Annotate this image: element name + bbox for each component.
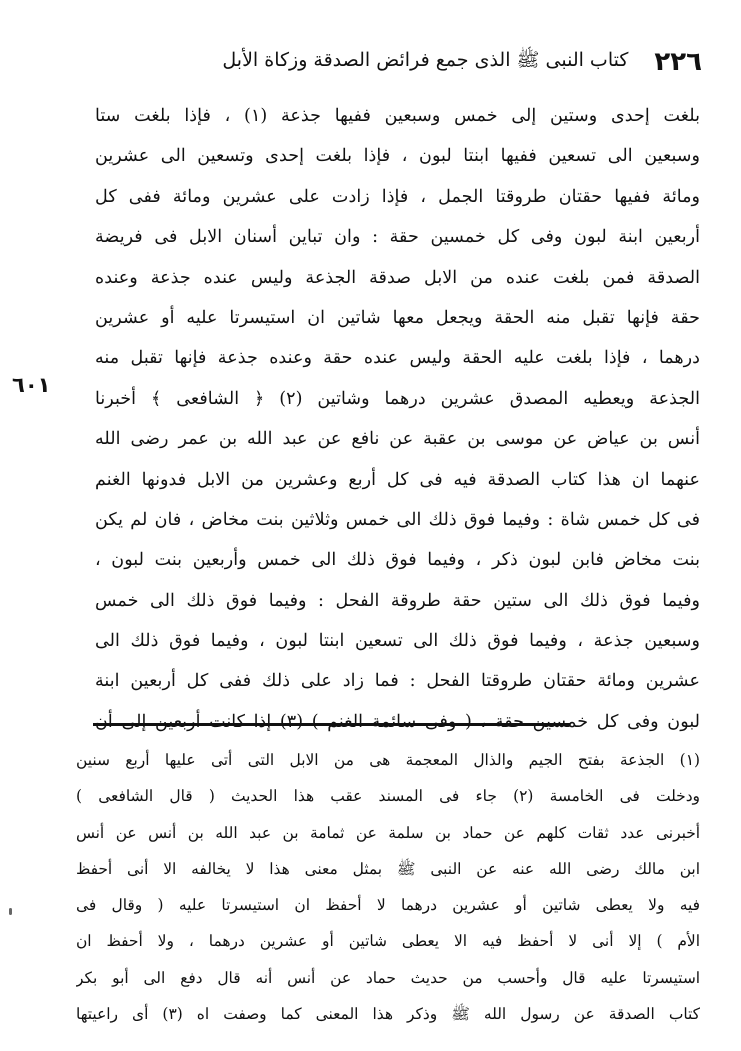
main-text-line: عشرين ومائة حقتان طروقتا الفحل : فما زاد على ذلك ففى كل أربعين ابنة — [95, 671, 700, 692]
footnote-line: فيه ولا يعطى شاتين أو عشرين درهما لا أحفظ ان استيسرتا عليه ( وقال فى — [76, 896, 700, 915]
footnote-line: ودخلت فى الخامسة (٢) جاء فى المسند عقب هذا الحديث ( قال الشافعى ) — [76, 787, 700, 806]
footnote-line: الأم ) إلا أنى لا أحفظ فيه الا يعطى شاتين أو عشرين درهما ، ولا أحفظ ان — [76, 932, 700, 951]
footnotes-section — [76, 742, 700, 1032]
footnote-divider — [93, 723, 570, 726]
page-number: ٢٢٦ — [654, 47, 702, 77]
main-text-line: ومائة ففيها حقتان طروقتا الجمل ، فإذا زادت على عشرين ومائة ففى كل — [95, 186, 700, 207]
main-text-line: أنس بن عياض عن موسى بن عقبة عن نافع عن عبد الله بن عمر رضى الله — [95, 429, 700, 450]
main-text-line: وفيما فوق ذلك الى ستين حقة طروقة الفحل : وفيما فوق ذلك الى خمس — [95, 590, 700, 611]
scan-speck — [9, 908, 12, 915]
main-text-line: درهما ، فإذا بلغت عليه الحقة وليس عنده حقة وعنده جذعة فإنها تقبل منه — [95, 348, 700, 369]
main-text-line: بنت مخاض فابن لبون ذكر ، وفيما فوق ذلك الى خمس وأربعين بنت لبون ، — [95, 550, 700, 571]
main-text-line: بلغت إحدى وستين إلى خمس وسبعين ففيها جذعة (١) ، فإذا بلغت ستا — [95, 106, 700, 126]
main-text-line: أربعين ابنة لبون وفى كل خمسين حقة : وان تباين أسنان الابل فى فريضة — [95, 227, 700, 248]
main-text-line: وسبعين جذعة ، وفيما فوق ذلك الى تسعين ابنتا لبون ، وفيما فوق ذلك الى — [95, 631, 700, 652]
footnote-line: (١) الجذعة بفتح الجيم والذال المعجمة هى من الابل التى أتى عليها أربع سنين — [76, 751, 700, 769]
footnote-line: أخبرنى عدد ثقات كلهم عن حماد بن سلمة عن ثمامة بن عبد الله بن أنس عن أنس — [76, 823, 700, 842]
main-text-line: فى كل خمس شاة : وفيما فوق ذلك الى خمس وثلاثين بنت مخاض ، فان لم يكن — [95, 509, 700, 530]
footnote-line: استيسرتا عليه قال وأحسب من حديث حماد عن أنس أنه قال دفع الى أبو بكر — [76, 968, 700, 987]
footnote-line: ابن مالك رضى الله عنه عن النبى ﷺ بمثل معنى هذا لا يخالفه الا أنى أحفظ — [76, 859, 700, 878]
page-header — [92, 42, 702, 82]
footnote-line: كتاب الصدقة عن رسول الله ﷺ وذكر هذا المعنى كما وصفت اه (٣) أى راعيتها — [76, 1005, 700, 1024]
main-text-line: وسبعين الى تسعين ففيها ابنتا لبون ، فإذا بلغت إحدى وتسعين الى عشرين — [95, 146, 700, 167]
main-text-body — [95, 96, 700, 742]
main-text-line: لبون وفى كل خمسين حقة ، ( وفى سائمة الغنم ) (٣) إذا كانت أربعين إلى أن — [95, 711, 700, 732]
running-title: كتاب النبى ﷺ الذى جمع فرائض الصدقة وزكاة الأبل — [222, 49, 629, 71]
hadith-margin-number: ٦٠١ — [12, 373, 51, 397]
main-text-line: عنهما ان هذا كتاب الصدقة فيه فى كل أربع وعشرين من الابل فدونها الغنم — [95, 469, 700, 490]
main-text-line: الجذعة ويعطيه المصدق عشرين درهما وشاتين (٢) ﴿ الشافعى ﴾ أخبرنا — [95, 388, 700, 409]
main-text-line: الصدقة فمن بلغت عنده من الابل صدقة الجذعة وليس عنده جذعة وعنده — [95, 267, 700, 288]
main-text-line: حقة فإنها تقبل منه الحقة ويجعل معها شاتين ان استيسرتا عليه أو عشرين — [95, 307, 700, 328]
